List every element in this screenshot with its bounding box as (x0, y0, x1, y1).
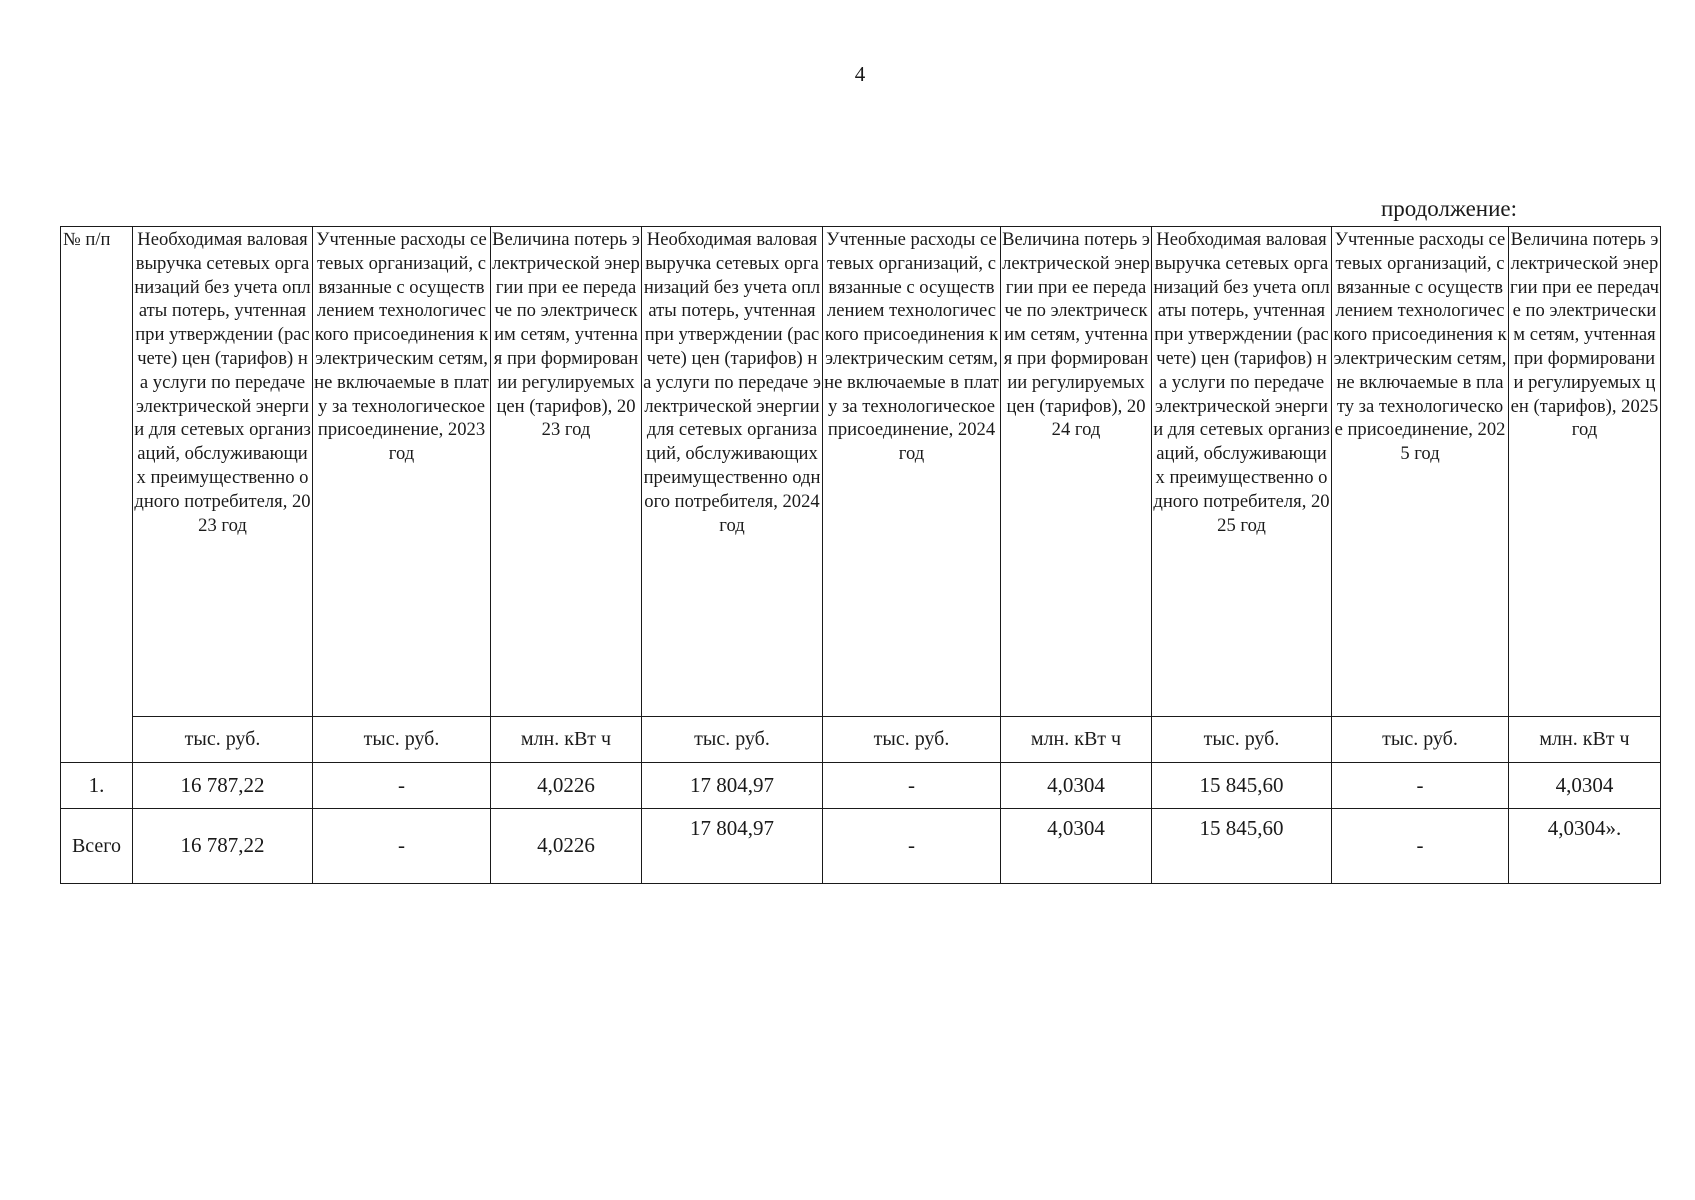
unit-cell: тыс. руб. (642, 717, 823, 763)
tariff-table (60, 226, 1661, 884)
value-cell: 17 804,97 (642, 763, 823, 809)
value-cell: 15 845,60 (1152, 763, 1332, 809)
table-total-row (61, 809, 1661, 884)
unit-cell: тыс. руб. (1152, 717, 1332, 763)
value-cell: 4,0304 (1001, 763, 1152, 809)
value-cell: 17 804,97 (642, 809, 823, 884)
header-cell-expenses-2025: Учтенные расходы сетевых организаций, связанные с осуществлением технологического присоединения к электрическим сетям, не включаемые в плату за технологическое присоединение, 2025 год (1332, 227, 1509, 717)
header-cell-expenses-2024: Учтенные расходы сетевых организаций, связанные с осуществлением технологического присоединения к электрическим сетям, не включаемые в плату за технологическое присоединение, 2024 год (823, 227, 1001, 717)
header-cell-losses-2024: Величина потерь электрической энергии при ее передаче по электрическим сетям, учтенная при формировании регулируемых цен (тарифов), 2024 год (1001, 227, 1152, 717)
continuation-label: продолжение: (1380, 196, 1517, 221)
value-cell: - (313, 809, 491, 884)
unit-cell: тыс. руб. (313, 717, 491, 763)
value-cell: 4,0304 (1001, 809, 1152, 884)
value-cell: - (823, 763, 1001, 809)
value-cell: 16 787,22 (133, 763, 313, 809)
row-label-cell: Всего (61, 809, 133, 884)
header-cell-expenses-2023: Учтенные расходы сетевых организаций, связанные с осуществлением технологического присоединения к электрическим сетям, не включаемые в плату за технологическое присоединение, 2023 год (313, 227, 491, 717)
header-cell-revenue-2023: Необходимая валовая выручка сетевых организаций без учета оплаты потерь, учтенная при утверждении (расчете) цен (тарифов) на услуги по передаче электрической энергии для сетевых организаций, обслуживающих преимущественно одного потребителя, 2023 год (133, 227, 313, 717)
page-number: 4 (854, 62, 866, 86)
unit-cell: тыс. руб. (823, 717, 1001, 763)
header-cell-losses-2025: Величина потерь электрической энергии при ее передаче по электрическим сетям, учтенная при формировании регулируемых цен (тарифов), 2025 год (1509, 227, 1661, 717)
value-cell: - (1332, 809, 1509, 884)
unit-cell: млн. кВт ч (1001, 717, 1152, 763)
value-cell: - (1332, 763, 1509, 809)
header-cell-number: № п/п (61, 227, 133, 763)
value-cell: 16 787,22 (133, 809, 313, 884)
unit-cell: млн. кВт ч (1509, 717, 1661, 763)
unit-cell: тыс. руб. (133, 717, 313, 763)
value-cell: - (823, 809, 1001, 884)
value-cell: - (313, 763, 491, 809)
value-cell: 4,0226 (491, 763, 642, 809)
unit-cell: тыс. руб. (1332, 717, 1509, 763)
table-row (61, 763, 1661, 809)
header-cell-revenue-2025: Необходимая валовая выручка сетевых организаций без учета оплаты потерь, учтенная при утверждении (расчете) цен (тарифов) на услуги по передаче электрической энергии для сетевых организаций, обслуживающих преимущественно одного потребителя, 2025 год (1152, 227, 1332, 717)
row-label-cell: 1. (61, 763, 133, 809)
header-cell-revenue-2024: Необходимая валовая выручка сетевых организаций без учета оплаты потерь, учтенная при утверждении (расчете) цен (тарифов) на услуги по передаче электрической энергии для сетевых организаций, обслуживающих преимущественно одного потребителя, 2024 год (642, 227, 823, 717)
unit-cell: млн. кВт ч (491, 717, 642, 763)
value-cell: 4,0226 (491, 809, 642, 884)
value-cell: 4,0304». (1509, 809, 1661, 884)
value-cell: 15 845,60 (1152, 809, 1332, 884)
table-header-row (61, 227, 1661, 717)
table-units-row (61, 717, 1661, 763)
header-cell-losses-2023: Величина потерь электрической энергии при ее передаче по электрическим сетям, учтенная при формировании регулируемых цен (тарифов), 2023 год (491, 227, 642, 717)
value-cell: 4,0304 (1509, 763, 1661, 809)
